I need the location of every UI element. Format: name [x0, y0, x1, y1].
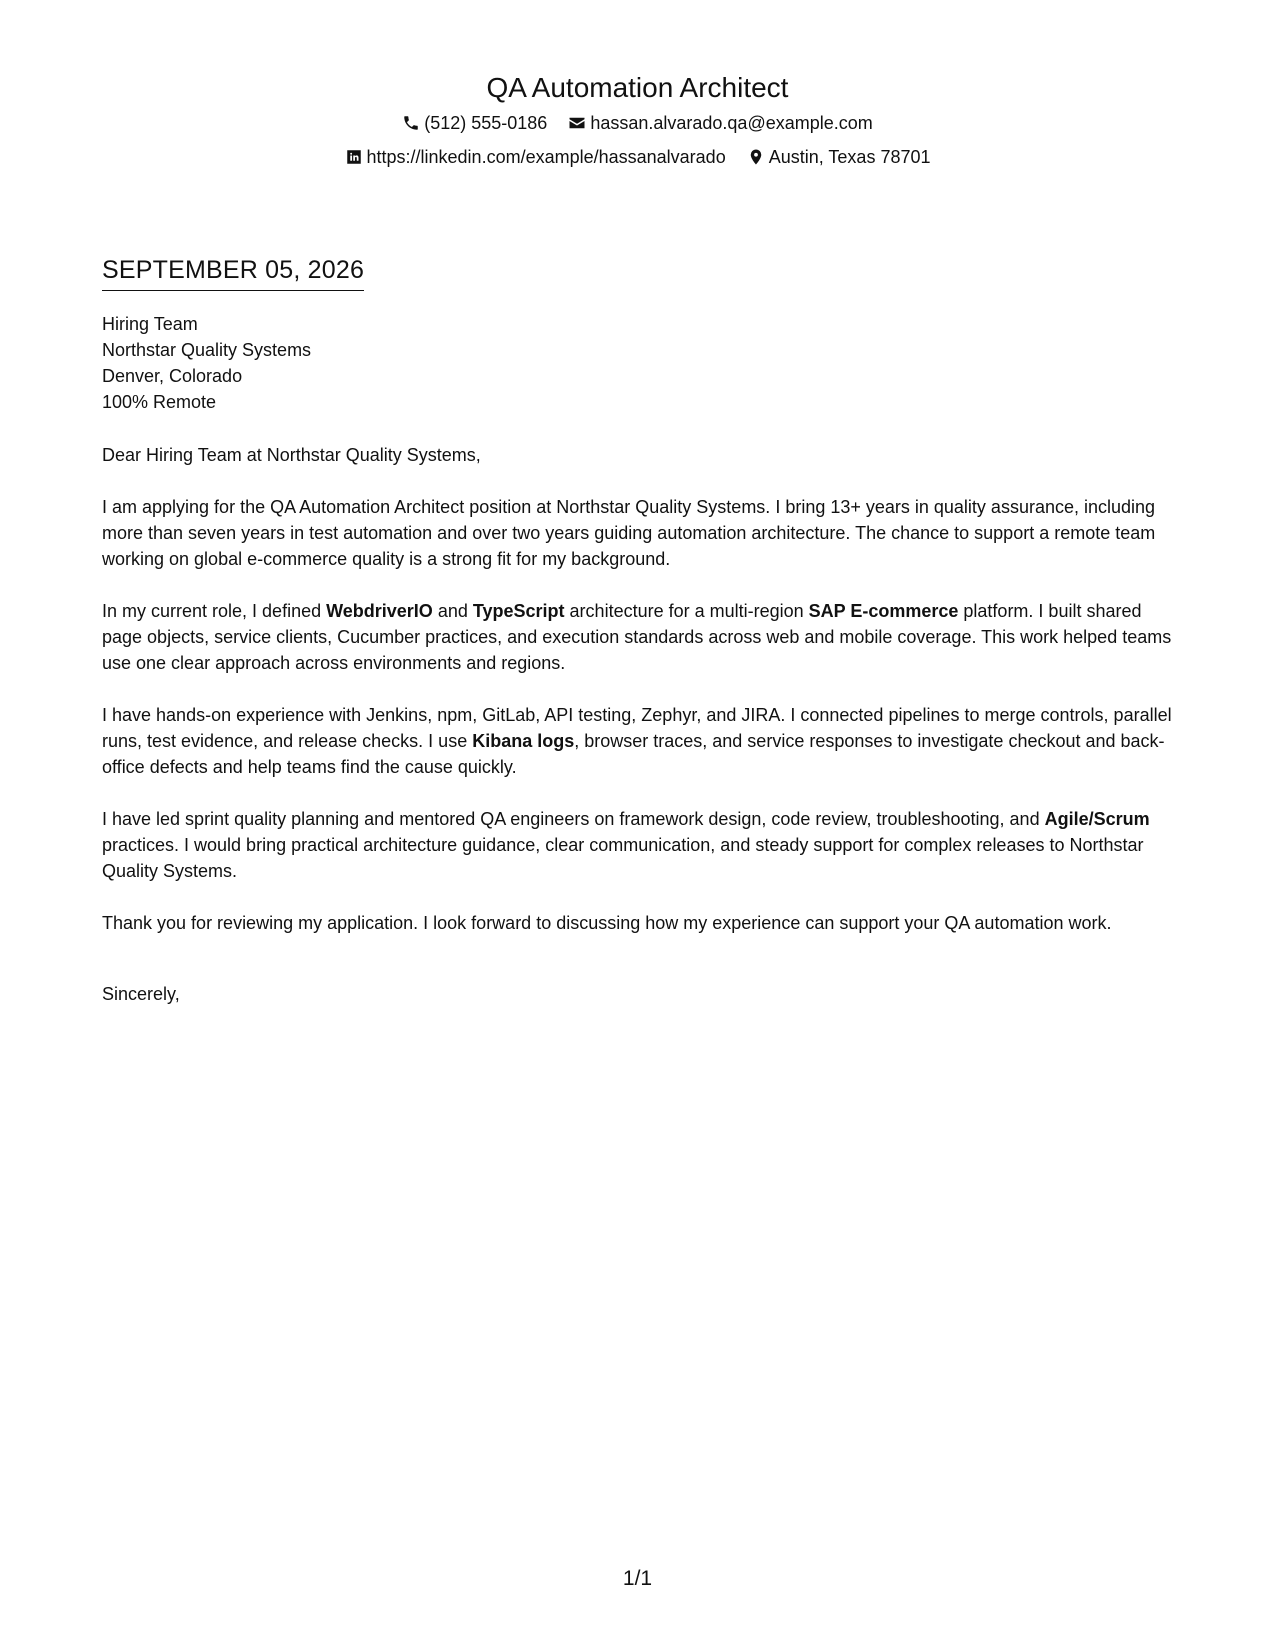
salutation: Dear Hiring Team at Northstar Quality Systems,: [102, 445, 481, 465]
envelope-icon: [568, 114, 586, 132]
text-span: and: [432, 601, 473, 621]
paragraph-intro: I am applying for the QA Automation Architect position at Northstar Quality Systems. I bring 13+ years in quality assurance, including more than seven years in test automation and over two years guiding automation architecture. The chance to support a remote team working on global e-commerce quality is a strong fit for my background.: [102, 497, 1156, 569]
page-number: 1/1: [622, 1567, 653, 1590]
text-span: practices. I would bring practical architecture guidance, clear communication, and steady support for complex releases to Northstar Quality Systems.: [102, 835, 1144, 881]
recipient-city: Denver, Colorado: [102, 366, 243, 386]
recipient-name: Hiring Team: [102, 314, 198, 334]
phone-text: (512) 555-0186: [424, 113, 548, 133]
bold-keyword: Agile/Scrum: [1044, 809, 1150, 829]
recipient-block: [102, 311, 1177, 415]
bold-keyword: SAP E-commerce: [808, 601, 959, 621]
map-pin-icon: [747, 148, 765, 166]
bold-keyword: Kibana logs: [472, 731, 575, 751]
text-span: platform. I built shared page objects, service clients, Cucumber practices, and execution standards across web and mobile coverage. This work helped teams use one clear approach across environments and regions.: [102, 601, 1172, 673]
letter-body: [102, 254, 1177, 1007]
closing: Sincerely,: [102, 984, 180, 1004]
contact-row-primary: [0, 111, 1275, 138]
text-span: , browser traces, and service responses to investigate checkout and back-office defects and help teams find the cause quickly.: [102, 731, 1165, 777]
email-text[interactable]: hassan.alvarado.qa@example.com: [590, 113, 873, 133]
letter-date: SEPTEMBER 05, 2026: [102, 254, 364, 291]
email-contact[interactable]: [568, 111, 872, 135]
recipient-company: Northstar Quality Systems: [102, 340, 312, 360]
bold-keyword: TypeScript: [472, 601, 565, 621]
bold-keyword: WebdriverIO: [326, 601, 433, 621]
paragraph-leadership: [102, 806, 1177, 884]
page-title: QA Automation Architect: [486, 72, 789, 103]
recipient-work-mode: 100% Remote: [102, 392, 217, 412]
phone-contact: [402, 111, 547, 135]
phone-icon: [402, 114, 420, 132]
text-span: architecture for a multi-region: [564, 601, 809, 621]
paragraph-current-role: [102, 598, 1177, 676]
location-text: Austin, Texas 78701: [768, 147, 931, 167]
paragraph-thanks: Thank you for reviewing my application. I look forward to discussing how my experience can support your QA automation work.: [102, 913, 1112, 933]
paragraph-tools: [102, 702, 1177, 780]
location-contact: [747, 145, 931, 169]
letter-header: [0, 70, 1275, 172]
text-span: In my current role, I defined: [102, 601, 327, 621]
text-span: I have hands-on experience with Jenkins, npm, GitLab, API testing, Zephyr, and JIRA. I connected pipelines to merge controls, parallel runs, test evidence, and release checks. I use: [102, 705, 1172, 751]
linkedin-contact[interactable]: [345, 145, 726, 169]
linkedin-url[interactable]: https://linkedin.com/example/hassanalvarado: [366, 147, 726, 167]
text-span: I have led sprint quality planning and mentored QA engineers on framework design, code review, troubleshooting, and: [102, 809, 1045, 829]
linkedin-icon: [345, 148, 363, 166]
contact-row-secondary: [0, 145, 1275, 172]
